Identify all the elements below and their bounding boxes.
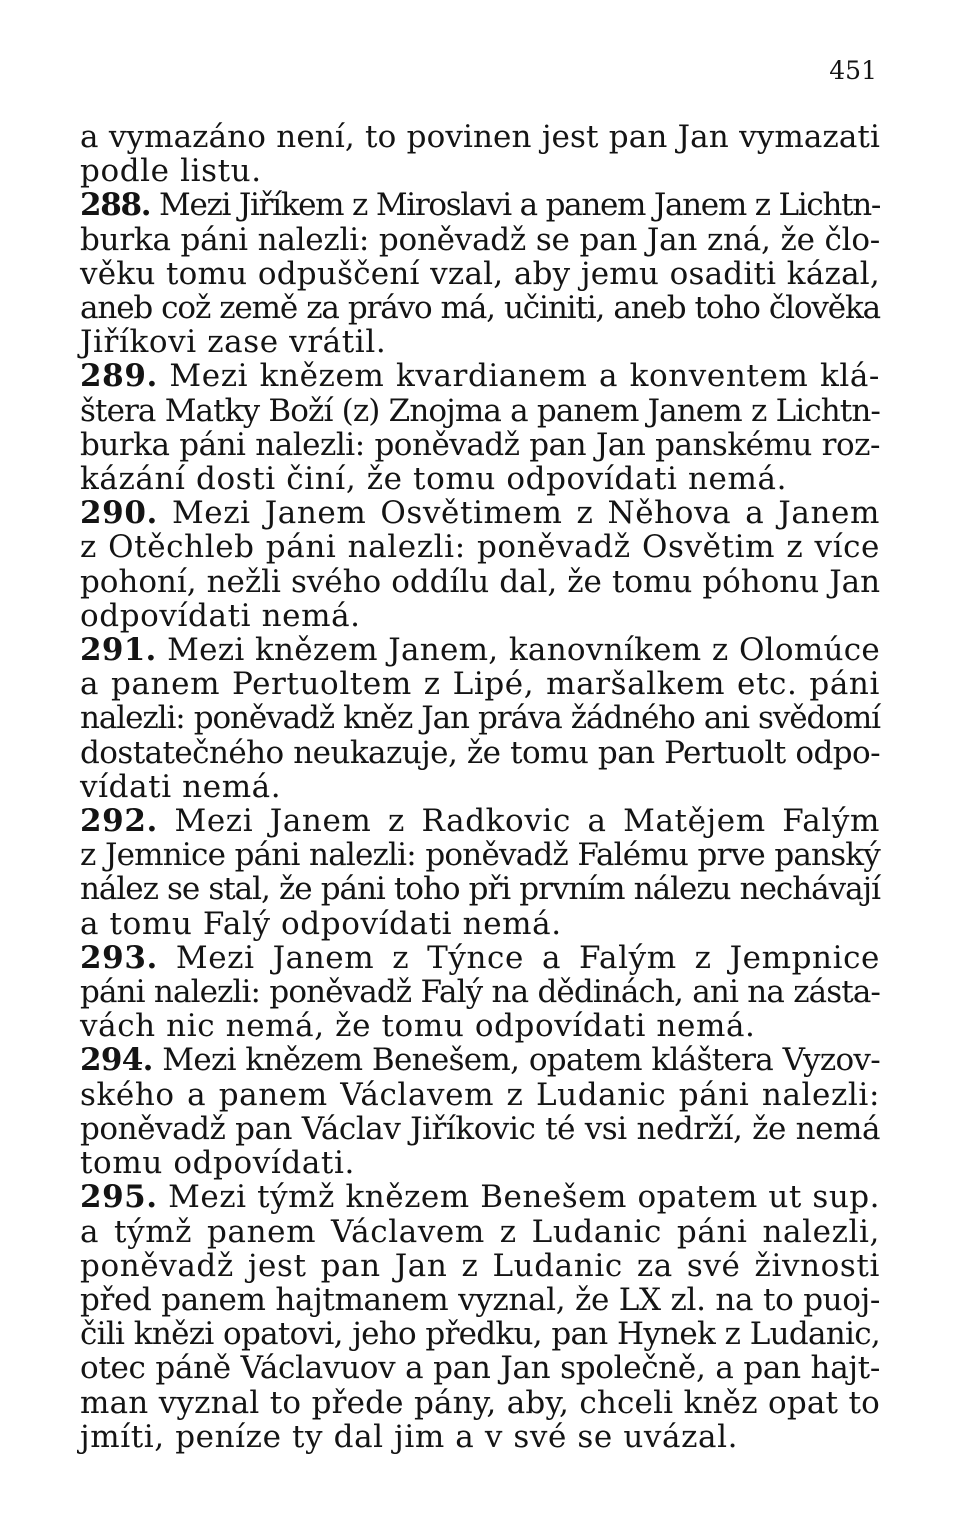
paragraph (80, 120, 880, 188)
line-text: pohoní, nežli svého oddílu dal, že tomu póhonu Jan (80, 563, 880, 600)
paragraph-number: 290. (80, 495, 158, 532)
line-text: aneb což země za právo má, učiniti, aneb toho člověka (80, 290, 880, 327)
text-line (80, 1078, 880, 1112)
paragraph-number: 293. (80, 939, 158, 976)
line-text: kázání dosti činí, že tomu odpovídati nemá. (80, 461, 788, 498)
line-text: Mezi knězem Benešem, opatem kláštera Vyzov- (152, 1042, 880, 1079)
line-text: čili knězi opatovi, jeho předku, pan Hynek z Ludanic, (80, 1316, 880, 1353)
paragraph (80, 941, 880, 1044)
line-text: burka páni nalezli: poněvadž pan Jan panskému roz- (80, 426, 880, 463)
text-line (80, 907, 880, 941)
text-line (80, 462, 880, 496)
text-line (80, 1180, 880, 1214)
line-text: Mezi Janem z Týnce a Falým z Jempnice (157, 939, 880, 976)
text-line (80, 496, 880, 530)
paragraph-number: 295. (80, 1179, 158, 1216)
line-text: dostatečného neukazuje, že tomu pan Pertuolt odpo- (80, 734, 880, 771)
paragraph (80, 1043, 880, 1180)
text-line (80, 565, 880, 599)
text-line (80, 257, 880, 291)
text-line (80, 359, 880, 393)
text-line (80, 599, 880, 633)
text-line (80, 291, 880, 325)
line-text: věku tomu odpuščení vzal, aby jemu osaditi kázal, (80, 255, 880, 292)
text-line (80, 154, 880, 188)
paragraph-number: 289. (80, 358, 158, 395)
text-line (80, 1249, 880, 1283)
line-text: a týmž panem Václavem z Ludanic páni nalezli, (80, 1213, 880, 1250)
line-text: Jiříkovi zase vrátil. (80, 324, 387, 361)
line-text: Mezi knězem kvardianem a konventem klá- (157, 358, 880, 395)
text-line (80, 1386, 880, 1420)
text-line (80, 667, 880, 701)
page-text (80, 120, 880, 1454)
book-page (80, 54, 880, 1454)
text-line (80, 1283, 880, 1317)
text-line (80, 188, 880, 222)
line-text: poněvadž jest pan Jan z Ludanic za své živnosti (80, 1247, 880, 1284)
text-line (80, 838, 880, 872)
text-line (80, 975, 880, 1009)
text-line (80, 1009, 880, 1043)
text-line (80, 1112, 880, 1146)
text-line (80, 1043, 880, 1077)
line-text: a vymazáno není, to povinen jest pan Jan vymazati (80, 119, 880, 155)
paragraph-number: 294. (80, 1042, 153, 1079)
paragraph (80, 359, 880, 496)
text-line (80, 325, 880, 359)
line-text: vídati nemá. (80, 768, 282, 805)
line-text: podle listu. (80, 153, 262, 190)
paragraph (80, 804, 880, 941)
line-text: nález se stal, že páni toho při prvním nálezu nechávají (80, 871, 880, 908)
line-text: a tomu Falý odpovídati nemá. (80, 905, 562, 942)
text-line (80, 872, 880, 906)
paragraph (80, 188, 880, 359)
line-text: burka páni nalezli: poněvadž se pan Jan zná, že člo- (80, 221, 880, 258)
text-line (80, 223, 880, 257)
line-text: ského a panem Václavem z Ludanic páni nalezli: (80, 1076, 880, 1113)
page-number: 451 (829, 56, 877, 85)
text-line (80, 1351, 880, 1385)
line-text: Mezi Janem Osvětimem z Něhova a Janem (157, 495, 880, 532)
text-line (80, 770, 880, 804)
line-text: štera Matky Boží (z) Znojma a panem Janem z Lichtn- (80, 392, 880, 429)
paragraph-number: 292. (80, 803, 158, 840)
line-text: páni nalezli: poněvadž Falý na dědinách, ani na zásta- (80, 974, 880, 1011)
line-text: před panem hajtmanem vyznal, že LX zl. na to puoj- (80, 1281, 880, 1318)
paragraph-number: 291. (80, 632, 157, 669)
line-text: otec páně Václavuov a pan Jan společně, a pan hajt- (80, 1350, 880, 1387)
text-line (80, 701, 880, 735)
line-text: a panem Pertuoltem z Lipé, maršalkem etc. páni (80, 666, 880, 703)
text-line (80, 941, 880, 975)
paragraph (80, 1180, 880, 1454)
line-text: man vyznal to přede pány, aby, chceli kněz opat to (80, 1384, 880, 1421)
line-text: Mezi knězem Janem, kanovníkem z Olomúce (156, 632, 880, 669)
line-text: nalezli: poněvadž kněz Jan práva žádného ani svědomí (80, 700, 880, 737)
line-text: z Otěchleb páni nalezli: poněvadž Osvětim z více (80, 529, 880, 566)
line-text: tomu odpovídati. (80, 1145, 355, 1182)
line-text: Mezi týmž knězem Benešem opatem ut sup. (157, 1179, 880, 1216)
text-line (80, 804, 880, 838)
paragraph-number: 288. (80, 187, 151, 224)
text-line (80, 1317, 880, 1351)
line-text: odpovídati nemá. (80, 597, 361, 634)
text-line (80, 633, 880, 667)
line-text: Mezi Janem z Radkovic a Matějem Falým (157, 803, 880, 840)
line-text: Mezi Jiříkem z Miroslavi a panem Janem z Lichtn- (150, 187, 880, 224)
text-line (80, 120, 880, 154)
line-text: vách nic nemá, že tomu odpovídati nemá. (80, 1008, 756, 1045)
text-line (80, 394, 880, 428)
text-line (80, 1146, 880, 1180)
text-line (80, 530, 880, 564)
text-line (80, 1420, 880, 1454)
line-text: z Jemnice páni nalezli: poněvadž Falému prve panský (80, 837, 880, 874)
text-line (80, 428, 880, 462)
line-text: poněvadž pan Václav Jiříkovic té vsi nedrží, že nemá (80, 1110, 880, 1147)
line-text: jmíti, peníze ty dal jim a v své se uvázal. (80, 1418, 739, 1455)
paragraph (80, 496, 880, 633)
paragraph (80, 633, 880, 804)
text-line (80, 1215, 880, 1249)
text-line (80, 736, 880, 770)
